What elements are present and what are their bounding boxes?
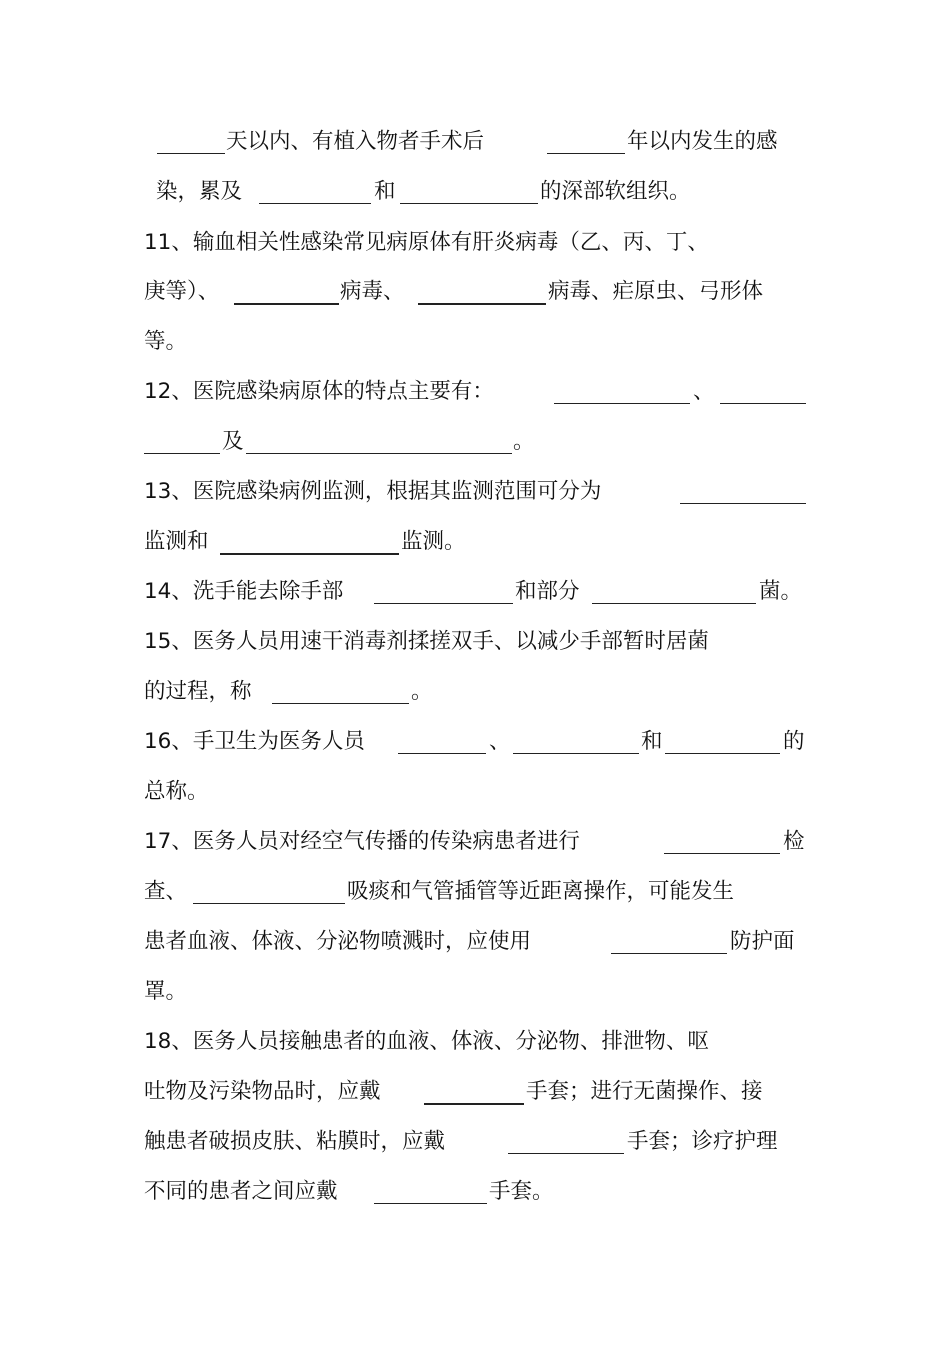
text-segment: 吐物及污染物品时，应戴	[144, 1079, 381, 1104]
text-segment: 天以内、有植入物者手术后	[226, 129, 485, 154]
question-14-text: 14、洗手能去除手部	[144, 579, 344, 604]
question-13-text: 13、医院感染病例监测，根据其监测范围可分为	[144, 479, 602, 504]
answer-blank[interactable]	[418, 303, 546, 305]
question-11-text: 11、输血相关性感染常见病原体有肝炎病毒（乙、丙、丁、	[144, 230, 709, 255]
answer-blank[interactable]	[374, 603, 513, 604]
answer-blank[interactable]	[611, 953, 727, 954]
text-segment: 和部分	[515, 579, 580, 604]
text-segment: 、	[489, 729, 511, 754]
text-segment: 患者血液、体液、分泌物喷溅时，应使用	[144, 929, 532, 954]
answer-blank[interactable]	[144, 453, 220, 454]
answer-blank[interactable]	[664, 853, 780, 854]
answer-blank[interactable]	[157, 153, 225, 154]
text-segment: 总称。	[144, 779, 209, 804]
text-segment: 及	[222, 429, 244, 454]
question-18-text: 18、医务人员接触患者的血液、体液、分泌物、排泄物、呕	[144, 1029, 709, 1054]
answer-blank[interactable]	[234, 303, 339, 305]
text-segment: 染，累及	[156, 179, 243, 204]
text-segment: 年以内发生的感	[627, 129, 778, 154]
question-17-text: 17、医务人员对经空气传播的传染病患者进行	[144, 829, 580, 854]
answer-blank[interactable]	[193, 903, 345, 904]
answer-blank[interactable]	[259, 203, 371, 204]
text-segment: 触患者破损皮肤、粘膜时，应戴	[144, 1129, 446, 1154]
text-segment: 庚等）、	[144, 279, 220, 304]
text-segment: 。	[411, 679, 433, 704]
text-segment: 手套；进行无菌操作、接	[526, 1079, 763, 1104]
text-segment: 和	[641, 729, 663, 754]
text-segment: 检	[783, 829, 805, 854]
answer-blank[interactable]	[220, 553, 399, 555]
text-segment: 等。	[144, 329, 188, 354]
text-segment: 手套。	[489, 1179, 554, 1204]
answer-blank[interactable]	[246, 453, 512, 454]
question-15-text: 15、医务人员用速干消毒剂揉搓双手、以减少手部暂时居菌	[144, 629, 709, 654]
text-segment: 的	[783, 729, 805, 754]
answer-blank[interactable]	[508, 1153, 624, 1154]
text-segment: 病毒、	[340, 279, 405, 304]
text-segment: 病毒、疟原虫、弓形体	[548, 279, 764, 304]
text-segment: 和	[374, 179, 396, 204]
answer-blank[interactable]	[554, 403, 690, 404]
text-segment: 。	[513, 429, 535, 454]
answer-blank[interactable]	[720, 403, 806, 404]
text-segment: 手套；诊疗护理	[627, 1129, 778, 1154]
text-segment: 的深部软组织。	[540, 179, 691, 204]
text-segment: 不同的患者之间应戴	[144, 1179, 338, 1204]
question-16-text: 16、手卫生为医务人员	[144, 729, 365, 754]
answer-blank[interactable]	[400, 203, 538, 204]
text-segment: 、	[693, 379, 715, 404]
text-segment: 吸痰和气管插管等近距离操作，可能发生	[347, 879, 735, 904]
answer-blank[interactable]	[547, 153, 625, 154]
text-segment: 监测和	[144, 529, 209, 554]
text-segment: 查、	[144, 879, 188, 904]
answer-blank[interactable]	[513, 753, 639, 754]
answer-blank[interactable]	[592, 603, 756, 604]
text-segment: 罩。	[144, 979, 188, 1004]
answer-blank[interactable]	[272, 703, 409, 704]
question-12-text: 12、医院感染病原体的特点主要有：	[144, 379, 494, 404]
text-segment: 的过程，称	[144, 679, 252, 704]
answer-blank[interactable]	[680, 503, 806, 504]
text-segment: 防护面	[730, 929, 795, 954]
answer-blank[interactable]	[424, 1103, 524, 1105]
answer-blank[interactable]	[398, 753, 486, 754]
answer-blank[interactable]	[665, 753, 780, 754]
text-segment: 菌。	[759, 579, 803, 604]
text-segment: 监测。	[401, 529, 466, 554]
answer-blank[interactable]	[374, 1203, 487, 1204]
